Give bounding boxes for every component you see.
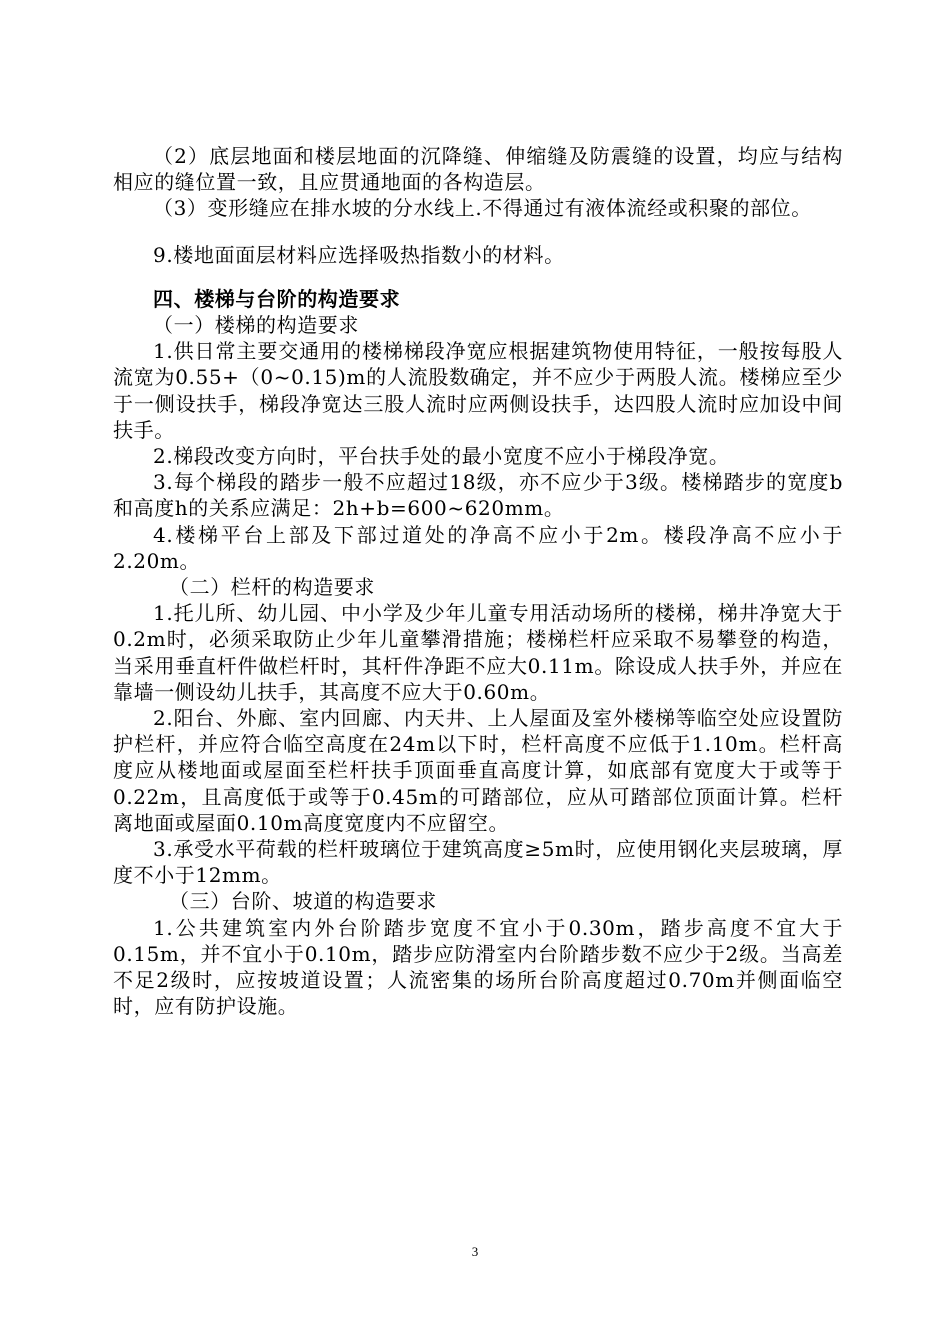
list-item: 1.供日常主要交通用的楼梯梯段净宽应根据建筑物使用特征，一般按每股人流宽为0.55+（0~0.15)m的人流股数确定，并不应少于两股人流。楼梯应至少于一侧设扶手，梯段净宽达三股人流时应两侧设扶手，达四股人流时应加设中间扶手。 [113,339,843,442]
list-item: 1.托儿所、幼儿园、中小学及少年儿童专用活动场所的楼梯，梯井净宽大于0.2m时，必须采取防止少年儿童攀滑措施；楼梯栏杆应采取不易攀登的构造，当采用垂直杆件做栏杆时，其杆件净距不应大0.11m。除设成人扶手外，并应在靠墙一侧设幼儿扶手，其高度不应大于0.60m。 [113,601,843,704]
list-item: 1.公共建筑室内外台阶踏步宽度不宜小于0.30m，踏步高度不宜大于0.15m，并不宜小于0.10m，踏步应防滑室内台阶踏步数不应少于2级。当高差不足2级时，应按坡道设置；人流密集的场所台阶高度超过0.70m并侧面临空时，应有防护设施。 [113,915,843,1019]
list-item: 3.承受水平荷载的栏杆玻璃位于建筑高度≥5m时，应使用钢化夹层玻璃，厚度不小于12mm。 [113,837,843,888]
subsection-title-railings: （二）栏杆的构造要求 [169,575,375,600]
page-content [113,143,843,1020]
paragraph-settlement-joints: （2）底层地面和楼层地面的沉降缝、伸缩缝及防震缝的设置，均应与结构相应的缝位置一致，且应贯通地面的各构造层。 [113,144,843,195]
spacer [113,268,843,286]
list-item: 3.每个梯段的踏步一般不应超过18级，亦不应少于3级。楼梯踏步的宽度b和高度h的关系应满足：2h+b=600~620mm。 [113,470,843,521]
list-item: 2.梯段改变方向时，平台扶手处的最小宽度不应小于梯段净宽。 [153,444,730,469]
spacer [113,222,843,242]
page-number: 3 [471,1244,479,1259]
paragraph-deformation-joints: （3）变形缝应在排水坡的分水线上.不得通过有液体流经或积聚的部位。 [153,196,812,221]
subsection-title-steps-ramps: （三）台阶、坡道的构造要求 [169,889,437,914]
list-item: 2.阳台、外廊、室内回廊、内天井、上人屋面及室外楼梯等临空处应设置防护栏杆，并应符合临空高度在24m以下时，栏杆高度不应低于1.10m。栏杆高度应从楼地面或屋面至栏杆扶手顶面垂直高度计算，如底部有宽度大于或等于0.22m，且高度低于或等于0.45m的可踏部位，应从可踏部位顶面计算。栏杆离地面或屋面0.10m高度宽度内不应留空。 [113,706,843,835]
list-item: 4.楼梯平台上部及下部过道处的净高不应小于2m。楼段净高不应小于2.20m。 [113,522,843,573]
paragraph-item-9: 9.楼地面面层材料应选择吸热指数小的材料。 [153,242,565,267]
section-heading: 四、楼梯与台阶的构造要求 [153,286,401,311]
subsection-title-stairs: （一）楼梯的构造要求 [153,313,359,338]
